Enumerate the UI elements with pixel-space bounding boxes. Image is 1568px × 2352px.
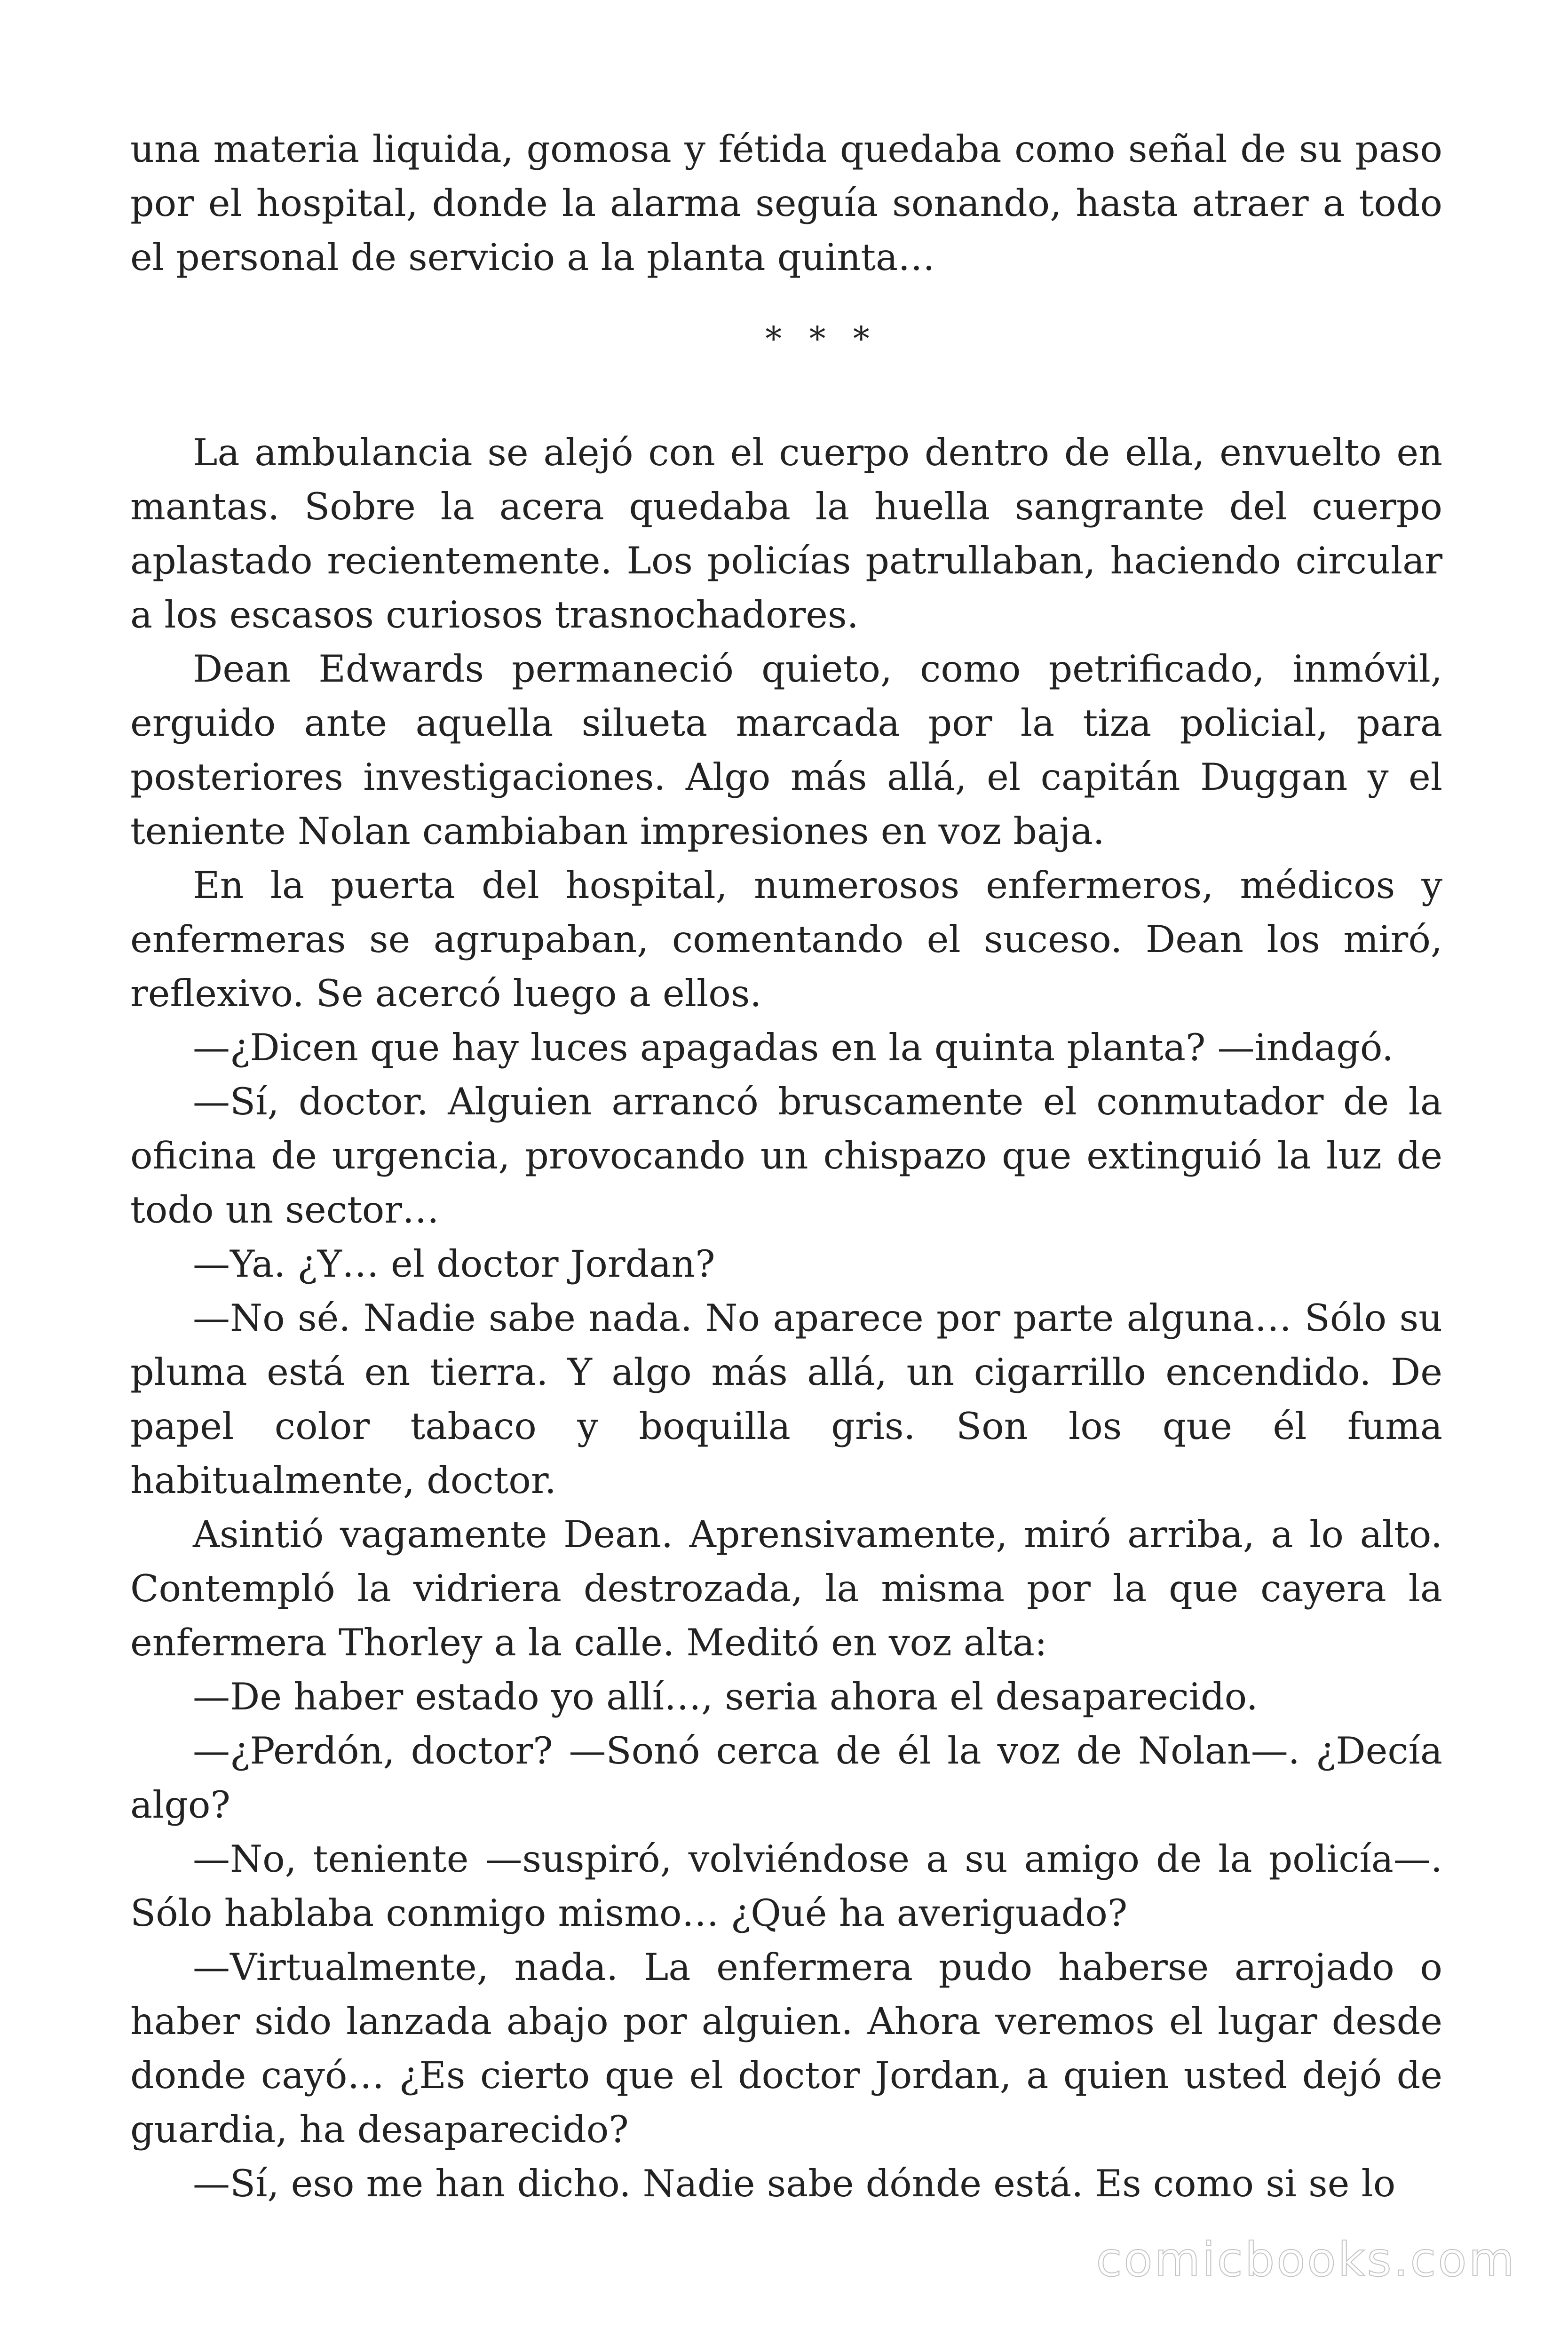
paragraph: En la puerta del hospital, numerosos enfermeros, médicos y enfermeras se agrupaban, comentando el suceso. Dean los miró, reflexivo. Se acercó luego a ellos. [130,864,1442,1015]
dialogue-line: —Sí, doctor. Alguien arrancó bruscamente el conmutador de la oficina de urgencia, provocando un chispazo que extinguió la luz de todo un sector… [130,1080,1442,1232]
dialogue-line: —Virtualmente, nada. La enfermera pudo haberse arrojado o haber sido lanzada abajo por alguien. Ahora veremos el lugar desde donde cayó… ¿Es cierto que el doctor Jordan, a quien usted dejó de guardia, ha desaparecido? [130,1946,1442,2151]
dialogue-line: —¿Perdón, doctor? —Sonó cerca de él la voz de Nolan—. ¿Decía algo? [130,1729,1442,1827]
section-separator: * * * [765,319,878,358]
paragraph: Asintió vagamente Dean. Aprensivamente, miró arriba, a lo alto. Contempló la vidriera destrozada, la misma por la que cayera la enfermera Thorley a la calle. Meditó en voz alta: [130,1513,1442,1664]
paragraph: una materia liquida, gomosa y fétida quedaba como señal de su paso por el hospital, donde la alarma seguía sonando, hasta atraer a todo el personal de servicio a la planta quinta… [130,127,1442,279]
dialogue-line: —No, teniente —suspiró, volviéndose a su amigo de la policía—. Sólo hablaba conmigo mismo… ¿Qué ha averiguado? [130,1837,1442,1935]
page-body [130,122,1442,2211]
paragraph: Dean Edwards permaneció quieto, como petrificado, inmóvil, erguido ante aquella silueta marcada por la tiza policial, para posteriores investigaciones. Algo más allá, el capitán Duggan y el teniente Nolan cambiaban impresiones en voz baja. [130,647,1442,853]
paragraph: La ambulancia se alejó con el cuerpo dentro de ella, envuelto en mantas. Sobre la acera quedaba la huella sangrante del cuerpo aplastado recientemente. Los policías patrullaban, haciendo circular a los escasos curiosos trasnochadores. [130,431,1442,636]
dialogue-line: —Ya. ¿Y… el doctor Jordan? [193,1242,715,1286]
watermark: comicbooks.com [1096,2232,1516,2287]
dialogue-line: —No sé. Nadie sabe nada. No aparece por parte alguna… Sólo su pluma está en tierra. Y algo más allá, un cigarrillo encendido. De papel color tabaco y boquilla gris. Son los que él fuma habitualmente, doctor. [130,1296,1442,1502]
dialogue-line: —Sí, eso me han dicho. Nadie sabe dónde está. Es como si se lo [193,2162,1396,2205]
dialogue-line: —De haber estado yo allí…, seria ahora el desaparecido. [193,1675,1258,1718]
dialogue-line: —¿Dicen que hay luces apagadas en la quinta planta? —indagó. [193,1026,1394,1069]
